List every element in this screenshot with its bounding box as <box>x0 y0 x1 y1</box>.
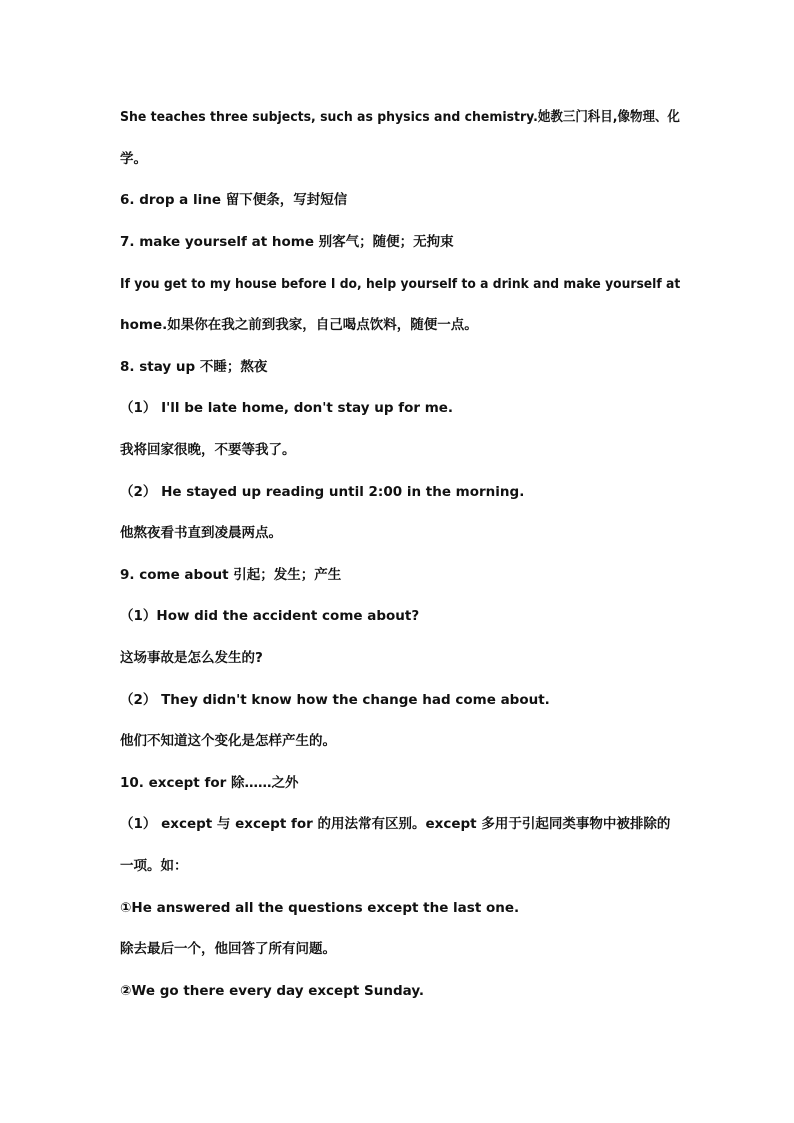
text-line: 我将回家很晚，不要等我了。 <box>120 442 296 458</box>
text-line: She teaches three subjects, such as physics and chemistry.她教三门科目,像物理、化 <box>120 109 680 125</box>
text-line: home.如果你在我之前到我家，自己喝点饮料，随便一点。 <box>120 317 478 333</box>
text-line: 除去最后一个，他回答了所有问题。 <box>120 941 336 957</box>
text-line: 一项。如： <box>120 858 188 874</box>
text-line: If you get to my house before I do, help yourself to a drink and make yourself at <box>120 276 681 292</box>
text-line: 他们不知道这个变化是怎样产生的。 <box>120 733 336 749</box>
text-line: 10. except for 除……之外 <box>120 775 299 791</box>
text-line: 这场事故是怎么发生的? <box>120 650 263 666</box>
text-line: 6. drop a line 留下便条，写封短信 <box>120 192 348 208</box>
text-line: ②We go there every day except Sunday. <box>120 983 425 999</box>
text-line: （2） They didn't know how the change had come about. <box>120 692 550 708</box>
text-line: 9. come about 引起；发生；产生 <box>120 567 342 583</box>
text-line: （1）How did the accident come about? <box>120 608 420 624</box>
text-line: ①He answered all the questions except the last one. <box>120 900 520 916</box>
text-line: （1） I'll be late home, don't stay up for me. <box>120 400 454 416</box>
text-line: 他熬夜看书直到凌晨两点。 <box>120 525 282 541</box>
text-line: 7. make yourself at home 别客气；随便；无拘束 <box>120 234 454 250</box>
text-line: 学。 <box>120 151 147 167</box>
text-line: （1） except 与 except for 的用法常有区别。except 多用于引起同类事物中被排除的 <box>120 816 671 832</box>
text-line: （2） He stayed up reading until 2:00 in the morning. <box>120 484 525 500</box>
text-line: 8. stay up 不睡；熬夜 <box>120 359 268 375</box>
